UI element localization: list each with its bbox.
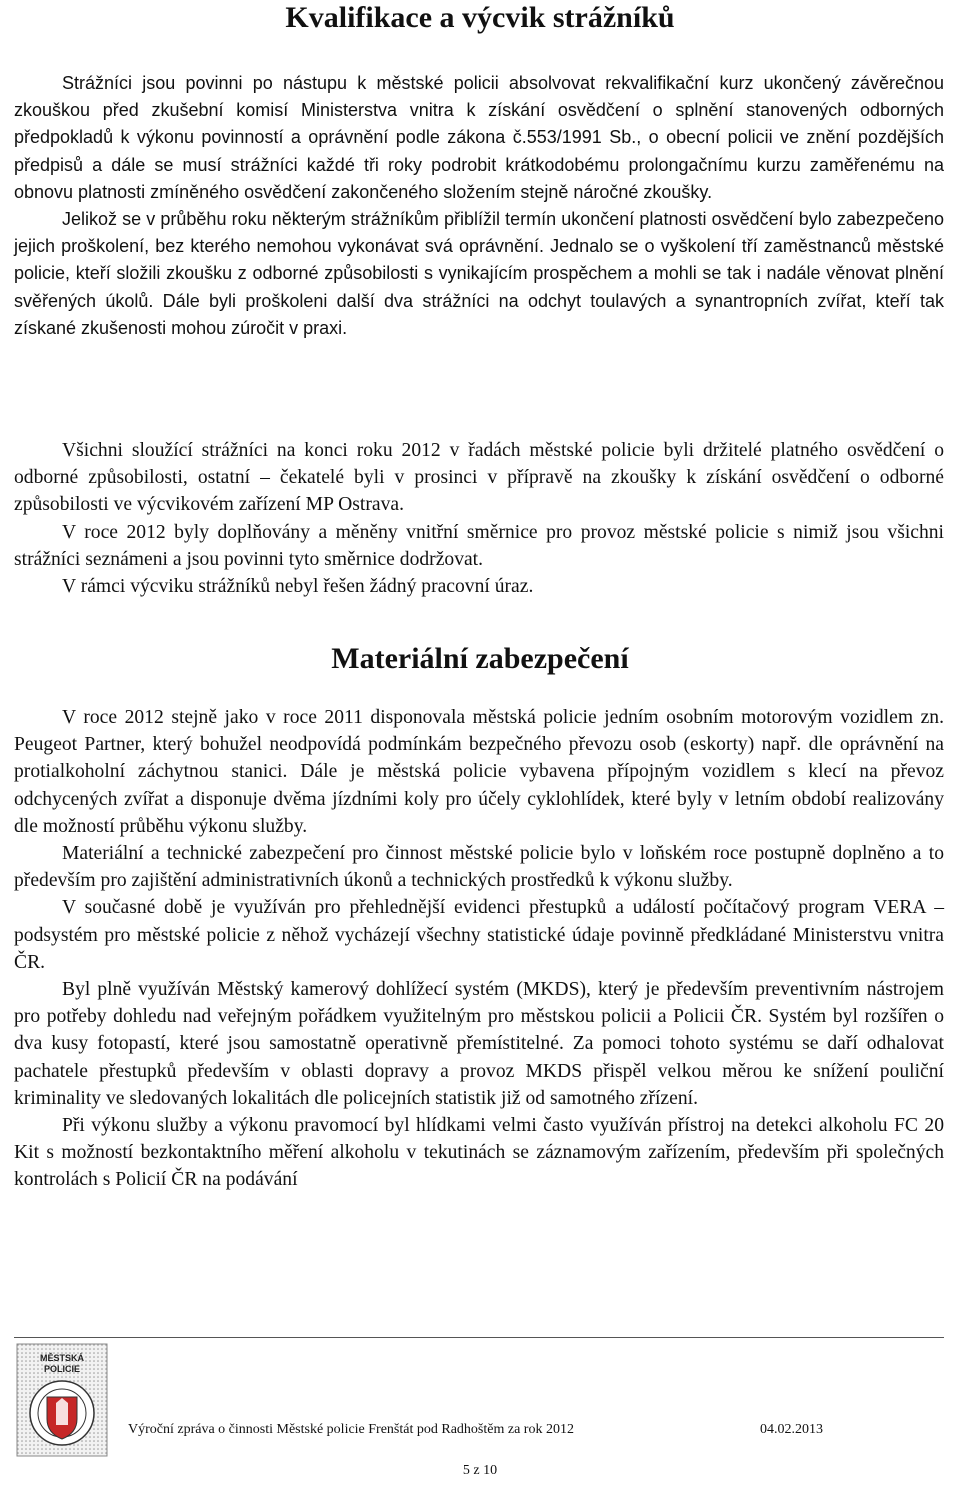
paragraph: Všichni sloužící strážníci na konci roku 2012 v řadách městské policie byli držitelé platného osvědčení o odborné způsobilosti, ostatní – čekatelé byli v prosinci v přípravě na zkoušky k získání osvědčení o odborné způsobilosti ve výcvikovém zařízení MP Ostrava. <box>14 440 944 516</box>
paragraph: V současné době je využíván pro přehlednější evidenci přestupků a událostí počítačový program VERA – podsystém pro městské policie z něhož vycházejí všechny statistické údaje povinně předkládané Ministerstvu vnitra ČR. <box>14 897 944 973</box>
paragraph <box>14 70 944 206</box>
city-police-logo <box>16 1343 108 1457</box>
svg-text:MĚSTSKÁ: MĚSTSKÁ <box>39 1353 85 1363</box>
paragraph: Při výkonu služby a výkonu pravomocí byl hlídkami velmi často využíván přístroj na detekci alkoholu FC 20 Kit s možností bezkontaktního měření alkoholu v tekutinách se záznamovým zařízením, především při společných kontrolách s Policií ČR na podávání <box>14 1115 944 1191</box>
paragraph: V rámci výcviku strážníků nebyl řešen žádný pracovní úraz. <box>62 576 534 598</box>
section-title-qualification: Kvalifikace a výcvik strážníků <box>285 1 675 34</box>
training-section <box>14 437 944 600</box>
paragraph: V roce 2012 byly doplňovány a měněny vnitřní směrnice pro provoz městské policie s nimiž jsou všichni strážníci seznámeni a jsou povinni tyto směrnice dodržovat. <box>14 521 944 570</box>
footer-divider <box>14 1337 944 1338</box>
paragraph: Materiální a technické zabezpečení pro činnost městské policie bylo v loňském roce postupně doplněno a to především pro zajištění administrativních úkonů a technických prostředků k výkonu služby. <box>14 843 944 892</box>
report-date: 04.02.2013 <box>760 1422 823 1437</box>
qualification-section <box>14 70 944 342</box>
page-number: 5 z 10 <box>462 1463 498 1478</box>
paragraph-text: Strážníci jsou povinni po nástupu k městské policii absolvovat rekvalifikační kurz ukončený závěrečnou zkouškou před zkušební komisí Ministerstva vnitra k získání osvědčení o splnění stanovených odborných předpokladů k výkonu povinností a oprávnění podle zákona č.553/1991 Sb. <box>14 73 944 148</box>
paragraph: V roce 2012 stejně jako v roce 2011 disponovala městská policie jedním osobním motorovým vozidlem zn. Peugeot Partner, který bohužel neodpovídá podmínkám bezpečného převozu osob (eskorty) např. dle oprávnění na protialkoholní záchytnou stanici. Dále je městská policie vybavena přípojným vozidlem s klecí na převoz odchycených zvířat a disponuje dvěma jízdními koly pro účely cyklohlídek, které byly v letním období realizovány dle možností průběhu výkonu služby. <box>14 707 944 837</box>
report-title: Výroční zpráva o činnosti Městské policie Frenštát pod Radhoštěm za rok 2012 <box>128 1422 574 1437</box>
paragraph: Byl plně využíván Městský kamerový dohlížecí systém (MKDS), který je především preventivním nástrojem pro potřeby dohledu nad veřejným pořádkem využitelným pro městskou policii a Policii ČR. Systém byl rozšířen o dva kusy fotopastí, které jsou samostatně operativně přemístitelné. Za pomoci tohoto systému se daří odhalovat pachatele přestupků především v oblasti dopravy a provoz MKDS přispěl velkou měrou ke snížení pouliční kriminality ve sledovaných lokalitách dle policejních statistik již od samotného zřízení. <box>14 979 944 1109</box>
paragraph-text: , o obecní policii ve znění pozdějších předpisů a dále se musí strážníci každé tři roky podrobit krátkodobému prolongačnímu kurzu zaměřenému na obnovu platnosti zmíněného osvědčení zakončeného složením stejně náročné zkoušky. <box>14 127 944 202</box>
material-section <box>14 704 944 1194</box>
svg-text:POLICIE: POLICIE <box>43 1364 81 1374</box>
section-title-material: Materiální zabezpečení <box>331 642 629 675</box>
paragraph: Jelikož se v průběhu roku některým strážníkům přiblížil termín ukončení platnosti osvědčení bylo zabezpečeno jejich proškolení, bez kterého nemohou vykonávat svá oprávnění. Jednalo se o vyškolení tří zaměstnanců městské policie, kteří složili zkoušku z odborné způsobilosti s vynikajícím prospěchem a mohli se tak i nadále věnovat plnění svěřených úkolů. Dále byli proškoleni další dva strážníci na odchyt toulavých a synantropních zvířat, kteří tak získané zkušenosti mohou zúročit v praxi. <box>14 209 944 338</box>
